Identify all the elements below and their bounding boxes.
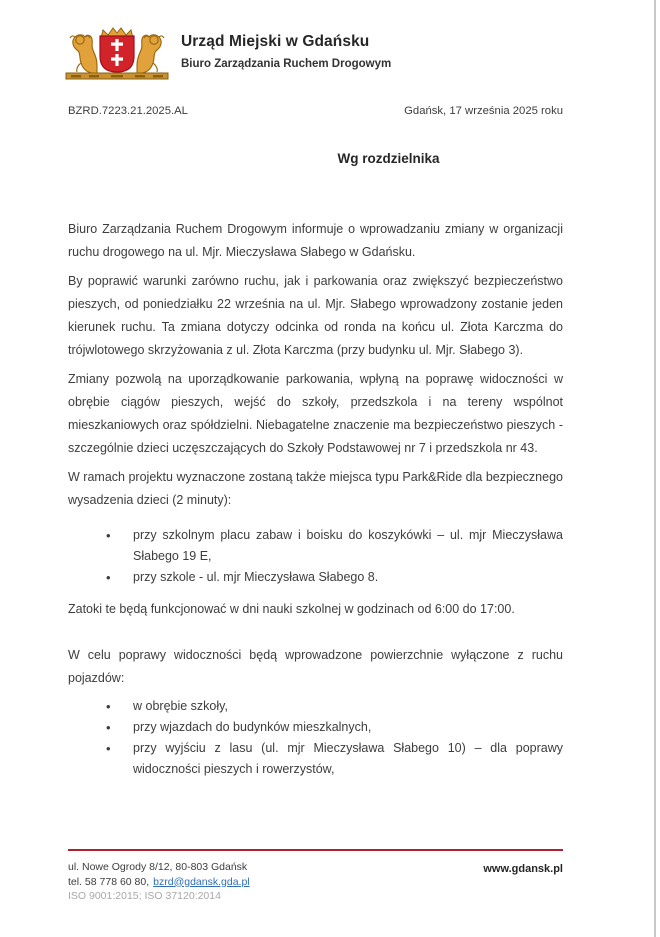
- paragraph-hours: Zatoki te będą funkcjonować w dni nauki szkolnej w godzinach od 6:00 do 17:00.: [68, 602, 515, 616]
- dropoff-points-list: [68, 525, 563, 588]
- dropoff-point-item: • przy szkole - ul. mjr Mieczysława Słabego 8.: [68, 567, 563, 588]
- gdansk-coat-of-arms-logo: [63, 26, 171, 82]
- organization-name: Urząd Miejski w Gdańsku: [181, 33, 370, 50]
- footer-iso-certifications: ISO 9001:2015; ISO 37120:2014: [68, 890, 221, 902]
- reference-number: BZRD.7223.21.2025.AL: [68, 105, 188, 117]
- footer-divider: [68, 849, 563, 851]
- department-name: Biuro Zarządzania Ruchem Drogowym: [181, 58, 392, 70]
- place-and-date: Gdańsk, 17 września 2025 roku: [404, 105, 563, 117]
- letterhead-text: [181, 33, 391, 70]
- footer-address: ul. Nowe Ogrody 8/12, 80-803 Gdańsk: [68, 861, 248, 873]
- letter-body: [68, 218, 563, 780]
- paragraph-exclusions: W celu poprawy widoczności będą wprowadzone powierzchnie wyłączone z ruchu pojazdów:: [68, 648, 563, 685]
- paragraph-intro: Biuro Zarządzania Ruchem Drogowym informuje o wprowadzaniu zmiany w organizacji ruchu drogowego na ul. Mjr. Mieczysława Słabego w Gdańsku.: [68, 222, 563, 259]
- excluded-area-item: • w obrębie szkoły,: [68, 696, 563, 717]
- excluded-area-item: • przy wyjściu z lasu (ul. mjr Mieczysława Słabego 10) – dla poprawy widoczności pieszych i rowerzystów,: [68, 738, 563, 780]
- footer-email-link[interactable]: bzrd@gdansk.gda.pl: [153, 875, 250, 888]
- excluded-area-item: • przy wjazdach do budynków mieszkalnych,: [68, 717, 563, 738]
- footer-contact-block: [68, 860, 250, 904]
- footer-phone-line: [68, 875, 250, 890]
- page-right-edge: [654, 0, 656, 937]
- addressee-line: Wg rozdzielnika: [337, 151, 440, 166]
- excluded-areas-list: [68, 696, 563, 780]
- footer-phone: tel. 58 778 60 80,: [68, 875, 150, 888]
- dropoff-point-item: • przy szkolnym placu zabaw i boisku do koszykówki – ul. mjr Mieczysława Słabego 19 E,: [68, 525, 563, 567]
- paragraph-change-details: By poprawić warunki zarówno ruchu, jak i parkowania oraz zwiększyć bezpieczeństwo pieszych, od poniedziałku 22 września na ul. Mjr. Słabego wprowadzony zostanie jeden kierunek ruchu. Ta zmiana dotyczy odcinka od ronda na końcu ul. Złota Karczma do trójwlotowego skrzyżowania z ul. Złota Karczma (przy budynku ul. Mjr. Słabego 3).: [68, 274, 563, 357]
- footer-website: www.gdansk.pl: [483, 863, 563, 875]
- paragraph-benefits: Zmiany pozwolą na uporządkowanie parkowania, wpłyną na poprawę widoczności w obrębie ciągów pieszych, wejść do szkoły, przedszkola i na tereny wspólnot mieszkaniowych oraz spółdzielni. Niebagatelne znaczenie ma bezpieczeństwo pieszych - szczególnie dzieci uczęszczających do Szkoły Podstawowej nr 7 i przedszkola nr 43.: [68, 372, 563, 455]
- paragraph-parkride: W ramach projektu wyznaczone zostaną także miejsca typu Park&Ride dla bezpiecznego wysadzenia dzieci (2 minuty):: [68, 470, 563, 507]
